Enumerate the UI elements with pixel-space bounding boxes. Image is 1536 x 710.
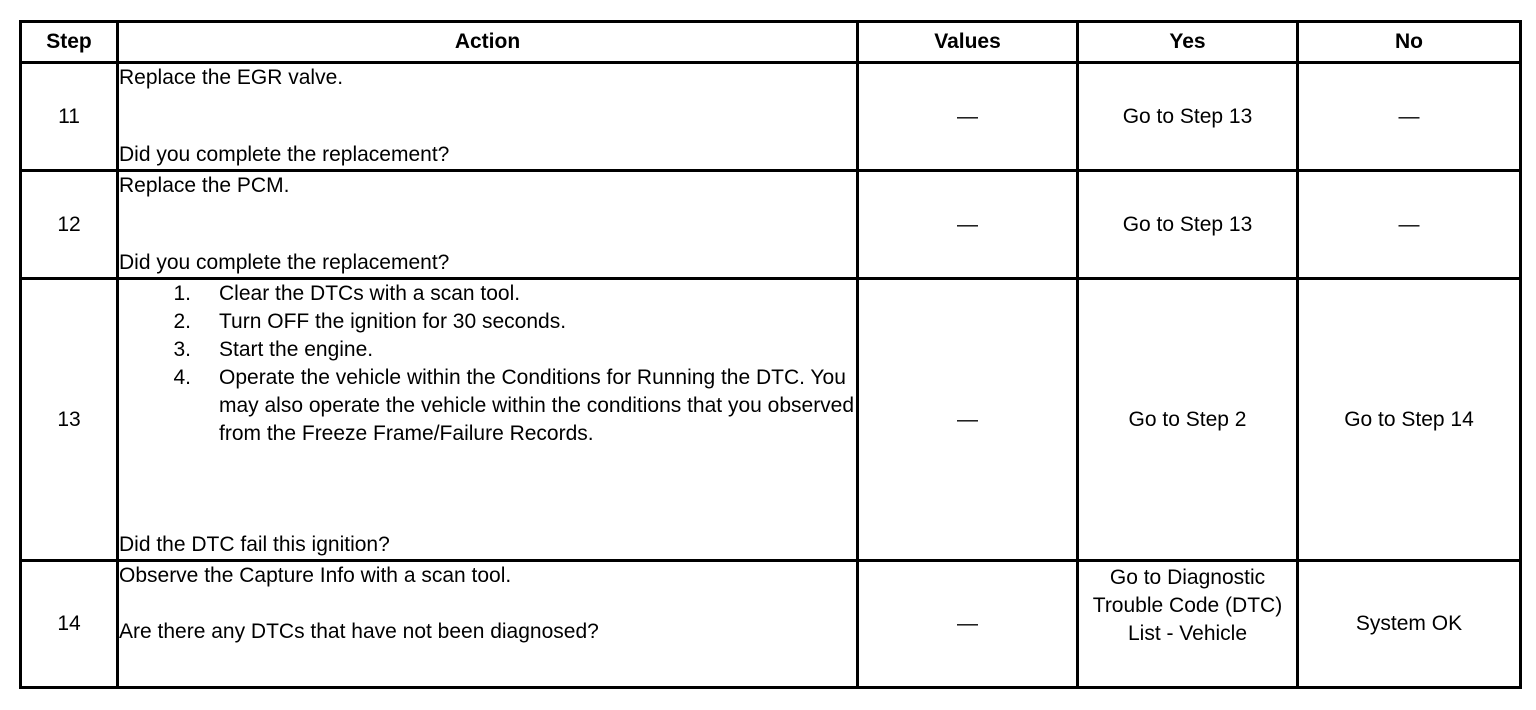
step-number: 12 [21, 171, 118, 279]
action-cell [118, 560, 858, 687]
header-row [21, 22, 1521, 63]
no-cell: System OK [1298, 560, 1521, 687]
list-item [119, 280, 856, 308]
yes-link[interactable]: Go to Diagnostic Trouble Code (DTC) List - Vehicle [1078, 560, 1298, 687]
table-row [21, 63, 1521, 171]
action-instruction: Replace the EGR valve. [119, 66, 344, 89]
list-item-text: Turn OFF the ignition for 30 seconds. [219, 310, 567, 334]
action-question: Are there any DTCs that have not been diagnosed? [119, 619, 599, 643]
list-item [119, 336, 856, 364]
list-item-number: 2. [173, 310, 191, 334]
yes-link[interactable]: Go to Step 13 [1078, 171, 1298, 279]
list-item-text: Operate the vehicle within the Conditions for Running the DTC. You may also operate the vehicle within the conditions that you observed from the Freeze Frame/Failure Records. [219, 366, 855, 446]
header-values: Values [858, 22, 1078, 63]
no-cell: — [1298, 63, 1521, 171]
procedure-list [119, 280, 856, 448]
header-step: Step [21, 22, 118, 63]
header-yes: Yes [1078, 22, 1298, 63]
step-number: 14 [21, 560, 118, 687]
table-row [21, 279, 1521, 560]
step-number: 11 [21, 63, 118, 171]
list-item-text: Start the engine. [219, 338, 374, 362]
table-row [21, 560, 1521, 687]
action-question: Did the DTC fail this ignition? [119, 532, 390, 556]
yes-link[interactable]: Go to Step 13 [1078, 63, 1298, 171]
header-no: No [1298, 22, 1521, 63]
action-instruction: Replace the PCM. [119, 174, 290, 198]
values-cell: — [858, 560, 1078, 687]
list-item-text: Clear the DTCs with a scan tool. [219, 282, 521, 306]
list-item-number: 1. [173, 282, 191, 306]
table-row [21, 171, 1521, 279]
list-item-number: 3. [173, 338, 191, 362]
list-item [119, 364, 856, 448]
action-cell [118, 171, 858, 279]
values-cell: — [858, 279, 1078, 560]
list-item [119, 308, 856, 336]
yes-link[interactable]: Go to Step 2 [1078, 279, 1298, 560]
values-cell: — [858, 63, 1078, 171]
action-cell [118, 279, 858, 560]
diagnostic-table [19, 20, 1522, 689]
action-cell [118, 63, 858, 171]
header-action: Action [118, 22, 858, 63]
step-number: 13 [21, 279, 118, 560]
list-item-number: 4. [173, 366, 191, 390]
no-cell: — [1298, 171, 1521, 279]
action-question: Did you complete the replacement? [119, 251, 450, 275]
no-link[interactable]: Go to Step 14 [1298, 279, 1521, 560]
values-cell: — [858, 171, 1078, 279]
action-instruction: Observe the Capture Info with a scan tool. [119, 563, 512, 587]
action-question: Did you complete the replacement? [119, 143, 450, 167]
